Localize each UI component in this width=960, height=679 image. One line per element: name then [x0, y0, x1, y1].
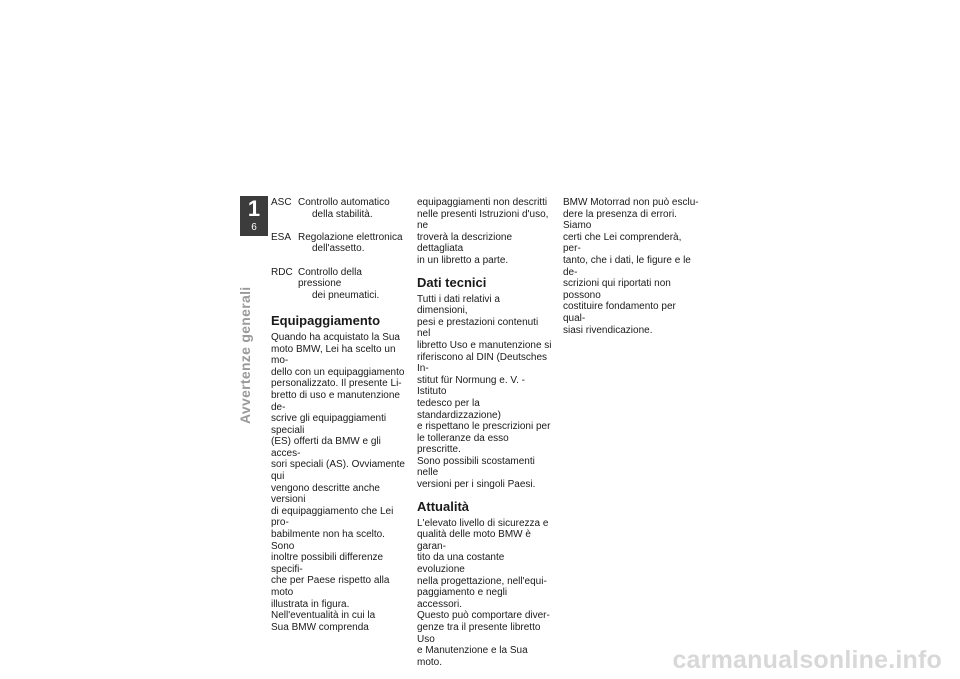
section-heading-dati-tecnici: Dati tecnici	[417, 274, 487, 290]
section-heading-attualita: Attualità	[417, 498, 469, 514]
side-chapter-title: Avvertenze generali	[237, 286, 253, 424]
abbreviation-row	[271, 197, 407, 220]
abbreviation-description	[298, 267, 407, 302]
abbreviation-line: Regolazione elettronica	[298, 231, 403, 243]
abbreviation-code: RDC	[271, 266, 293, 278]
section-text-attualita: L'elevato livello di sicurezza e qualità delle moto BMW è garan- tito da una costante evoluzione nella progettazione, nell'equi- paggiamento e negli accessori. Questo può comportare diver- genze tra il presente libretto Uso e Manutenzione e la Sua moto.	[417, 517, 550, 668]
abbreviation-code: ASC	[271, 197, 292, 208]
column-1	[271, 197, 407, 641]
abbreviation-line: della stabilità.	[312, 208, 373, 220]
column-2	[417, 197, 553, 676]
section-text-equipaggiamento-continued: equipaggiamenti non descritti nelle presenti Istruzioni d'uso, ne troverà la descrizione dettagliata in un libretto a parte.	[417, 197, 549, 266]
page-number: 6	[251, 222, 257, 233]
chapter-number: 1	[247, 196, 261, 221]
abbreviation-line: dell'assetto.	[312, 243, 365, 255]
section-text-attualita-continued: BMW Motorrad non può esclu- dere la presenza di errori. Siamo certi che Lei comprenderà, per- tanto, che i dati, le figure e le de- scrizioni qui riportati non possono costituire fondamento per qual- siasi rivendicazione.	[563, 197, 699, 336]
section-heading-equipaggiamento: Equipaggiamento	[271, 312, 381, 328]
abbreviation-description	[298, 197, 407, 220]
section-text-equipaggiamento: Quando ha acquistato la Sua moto BMW, Lei ha scelto un mo- dello con un equipaggiamento personalizzato. Il presente Li- bretto di uso e manutenzione de- scrive gli equipaggiamenti speciali (ES) offerti da BMW e gli acces- sori speciali (AS). Ovviamente qui vengono descritte anche versioni di equipaggiamento che Lei pro- babilmente non ha scelto. Sono inoltre possibili differenze specifi- che per Paese rispetto alla moto illustrata in figura. Nell'eventualità in cui la Sua BMW comprenda	[271, 331, 405, 633]
abbreviation-line: Controllo automatico	[298, 197, 390, 208]
section-text-dati-tecnici: Tutti i dati relativi a dimensioni, pesi e prestazioni contenuti nel libretto Uso e manutenzione si riferiscono al DIN (Deutsches In- stitut für Normung e. V. - Istituto tedesco per la standardizzazione) e rispettano le prescrizioni per le tolleranze da esso prescritte. Sono possibili scostamenti nelle versioni per i singoli Paesi.	[417, 293, 552, 491]
abbreviation-code: ESA	[271, 231, 292, 243]
abbreviation-row	[271, 267, 407, 302]
watermark: carmanualsonline.info	[672, 646, 942, 674]
abbreviation-line: dei pneumatici.	[312, 289, 380, 301]
column-3	[563, 197, 699, 344]
abbreviation-row	[271, 232, 407, 255]
abbreviation-line: Controllo della pressione	[298, 266, 362, 290]
abbreviation-description	[298, 232, 407, 255]
